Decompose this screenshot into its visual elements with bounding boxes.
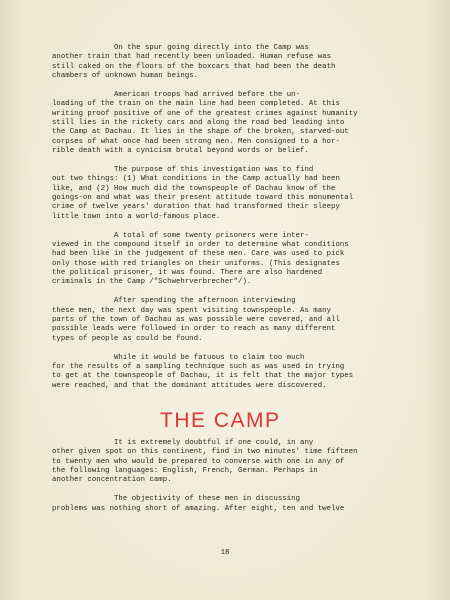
paragraph-townspeople-visits: After spending the afternoon interviewing these men, the next day was spent visiting townspeople. As many parts of the town of Dachau as was possible were covered, and all possible leads were followed in order to reach as many different types of people as could be found. [52,297,340,343]
paragraph-american-troops: American troops had arrived before the un- loading of the train on the main line had been completed. At this writing proof positive of one of the greatest crimes against humanity still lies in the rickety cars and along the road bed leading into the Camp at Dachau. It lies in the shape of the broken, starved-out corpses of what once had been strong men. Men consigned to a hor- rible death with a cynicism brutal beyond words or belief. [52,90,358,156]
paragraph-train-spur: On the spur going directly into the Camp was another train that had recently been unloaded. Human refuse was still caked on the floors of the boxcars that had been the death chambers of unknown human beings. [52,44,336,81]
section-heading-the-camp: THE CAMP [160,408,281,432]
paragraph-investigation-purpose: The purpose of this investigation was to find out two things: (1) What conditions in the Camp actually had been like, and (2) How much did the townspeople of Dachau know of the goings-on and what was their present attitude toward this monumental crime of twelve years' duration that had transformed their sleepy little town into a world-famous place. [52,165,354,221]
paragraph-objectivity: The objectivity of these men in discussing problems was nothing short of amazing. After eight, ten and twelve [52,495,345,513]
page-number: 18 [220,549,230,557]
paragraph-languages: It is extremely doubtful if one could, in any other given spot on this continent, find in two minutes' time fifteen to twenty men who would be prepared to converse with one in any of the following languages: English, French, German. Perhaps in another concentration camp. [52,438,358,485]
paragraph-sampling-technique: While it would be fatuous to claim too much for the results of a sampling technique such as was used in trying to get at the townspeople of Dachau, it is felt that the major types were reached, and that the dominant attitudes were discovered. [52,353,354,390]
text-column [52,44,422,524]
paragraph-prisoners-interviewed: A total of some twenty prisoners were inter- viewed in the compound itself in order to determine what conditions had been like in the judgement of these men. Care was used to pick only those with red triangles on their uniforms. (This designates the political prisoner, it was found. There are also hardened criminals in the Camp /"Schwehrverbrecher"/). [52,231,349,287]
